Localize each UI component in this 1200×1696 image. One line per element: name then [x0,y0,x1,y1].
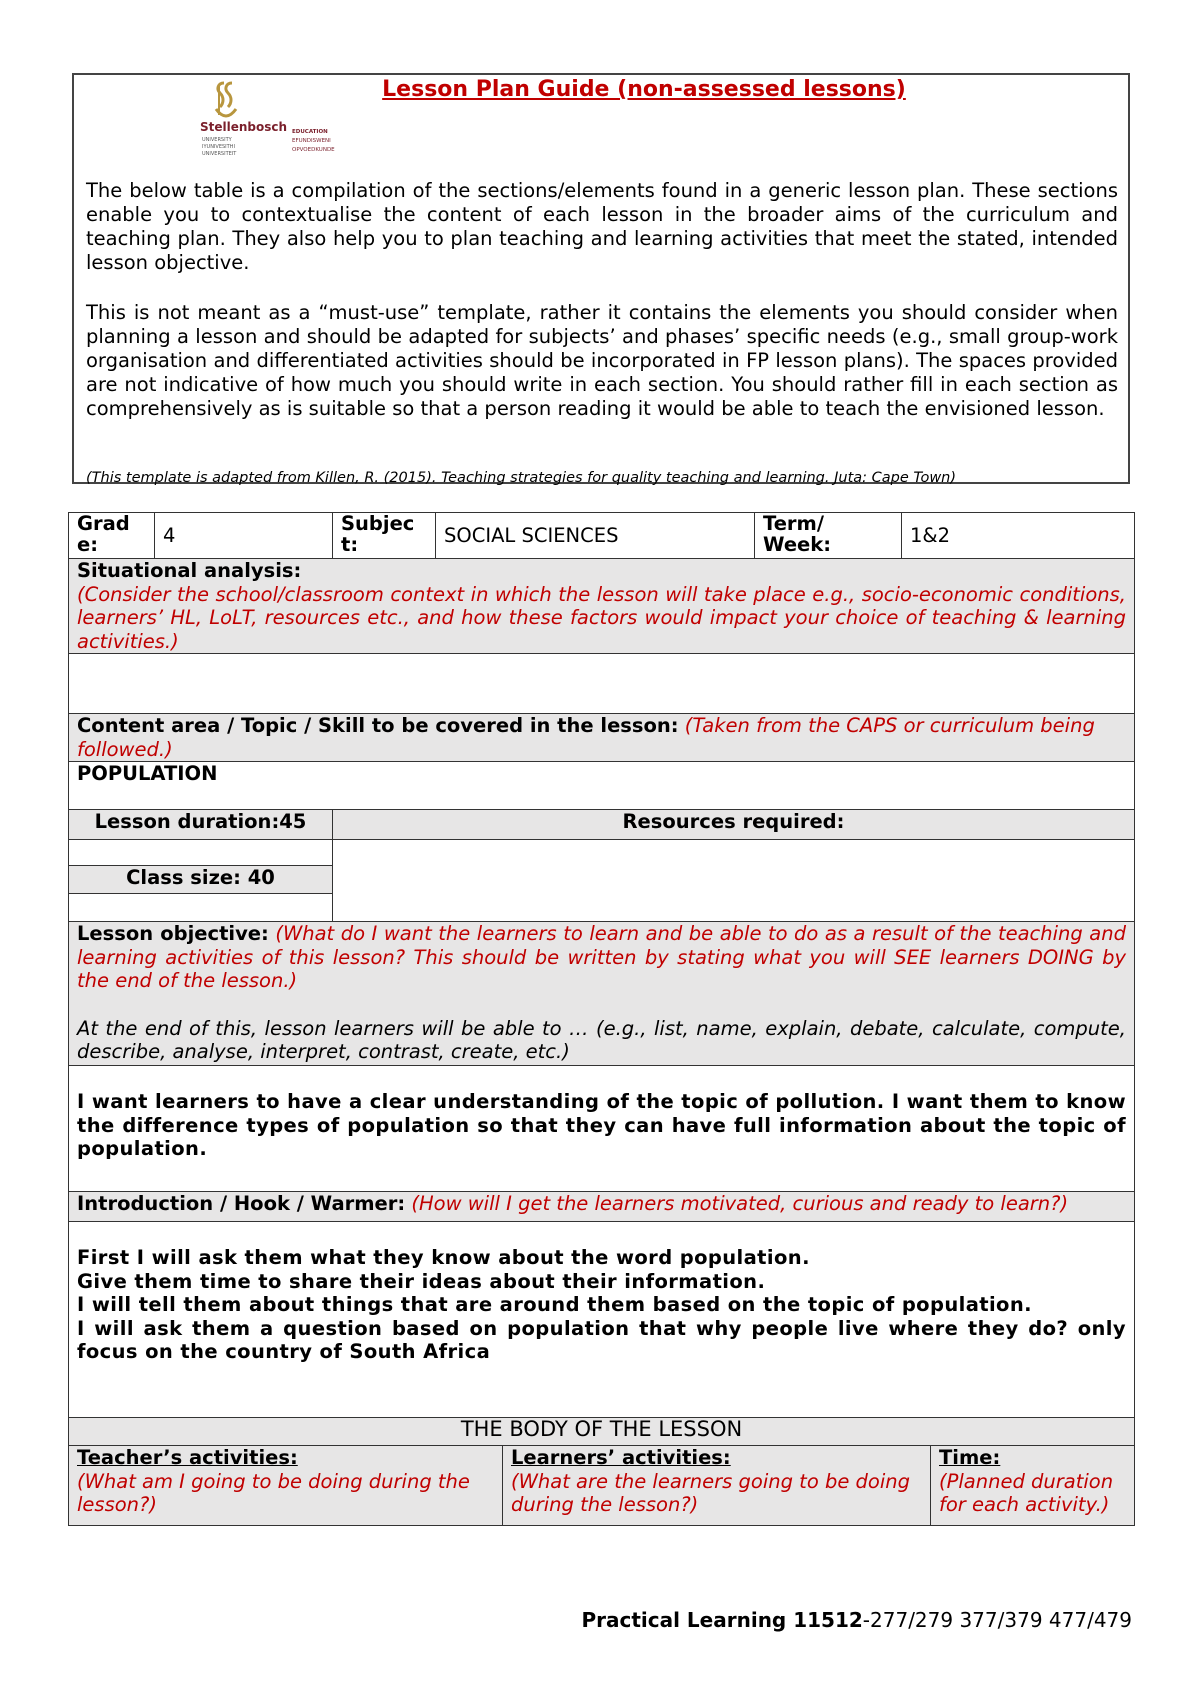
body-title-row [69,1418,1135,1446]
lesson-plan-table [68,512,1135,1446]
situational-value-row [69,654,1135,714]
content-header-row [69,714,1135,762]
objective-hint: (What do I want the learners to learn and be able to do as a result of the teaching and learning activities of this lesson? This should be written by stating what you will SEE learners DOING by the end of the lesson.) [77,922,1126,992]
intro-line: I will tell them about things that are around them based on the topic of population. [77,1293,1032,1316]
objective-value-row [69,1066,1135,1192]
resources-value[interactable] [333,840,1135,922]
intro-header-row [69,1192,1135,1222]
objective-value[interactable]: I want learners to have a clear understanding of the topic of pollution. I want them to know the difference types of population so that they can have full information about the topic of population. [69,1066,1135,1192]
intro-value[interactable] [69,1222,1135,1418]
svg-text:IYUNIVESITHI: IYUNIVESITHI [202,144,235,150]
time-hint: (Planned duration for each activity.) [939,1469,1114,1516]
duration-value[interactable] [69,840,333,866]
teacher-activities-label: Teacher’s activities: [77,1446,298,1469]
svg-text:Stellenbosch: Stellenbosch [200,120,288,134]
content-value[interactable]: POPULATION [69,762,1135,810]
intro-line: First I will ask them what they know about the word population. [77,1246,810,1269]
term-label: Term/ Week: [755,513,902,559]
header-box [72,73,1130,484]
learners-activities-label: Learners’ activities: [511,1446,731,1469]
teacher-activities-hint: (What am I going to be doing during the lesson?) [77,1469,470,1516]
objective-header-row [69,922,1135,1066]
situational-hint: (Consider the school/classroom context in which the lesson will take place e.g., socio-economic conditions, learners’ HL, LoLT, resources etc., and how these factors would impact your choice of teaching & learning activities.) [77,582,1126,653]
subject-label: Subject: [333,513,436,559]
svg-text:OPVOEDKUNDE: OPVOEDKUNDE [292,147,335,153]
objective-label: Lesson objective: [77,922,269,945]
situational-header-row [69,559,1135,654]
class-size-value[interactable] [69,894,333,922]
template-note-paragraph: This is not meant as a “must-use” template, rather it contains the elements you should consider when planning a lesson and should be adapted for subjects’ and phases’ specific needs (e.g., small group-work organisation and differentiated activities should be incorporated in FP lesson plans). The spaces provided are not indicative of how much you should write in each section. You should rather fill in each section as comprehensively as is suitable so that a person reading it would be able to teach the envisioned lesson. [86,301,1118,420]
content-hint: (Taken from the CAPS or curriculum being followed.) [77,714,1095,761]
duration-label: Lesson duration:45 [69,810,333,840]
grade-value[interactable]: 4 [155,513,333,559]
footer-codes: -277/279 377/379 477/479 [862,1608,1132,1632]
intro-paragraph: The below table is a compilation of the sections/elements found in a generic lesson plan. These sections enable you to contextualise the content of each lesson in the broader aims of the curriculum and teaching plan. They also help you to plan teaching and learning activities that meet the stated, intended lesson objective. [86,179,1118,274]
svg-text:UNIVERSITEIT: UNIVERSITEIT [202,151,237,157]
intro-hint: (How will I get the learners motivated, curious and ready to learn?) [411,1192,1069,1215]
class-size-label: Class size: 40 [69,866,333,894]
term-value[interactable]: 1&2 [902,513,1135,559]
svg-text:EFUNDISWENI: EFUNDISWENI [292,138,331,144]
svg-text:EDUCATION: EDUCATION [292,129,328,135]
intro-label: Introduction / Hook / Warmer: [77,1192,406,1215]
situational-value[interactable] [69,654,1135,714]
resources-label: Resources required: [333,810,1135,840]
content-value-row [69,762,1135,810]
activities-header-row [69,1446,1135,1526]
duration-value-row [69,840,1135,866]
learners-activities-hint: (What are the learners going to be doing during the lesson?) [511,1469,910,1516]
intro-value-row [69,1222,1135,1418]
duration-row [69,810,1135,840]
content-label: Content area / Topic / Skill to be covered in the lesson: [77,714,679,737]
template-source: (This template is adapted from Killen, R. (2015). Teaching strategies for quality teaching and learning. Juta: Cape Town) [86,470,957,486]
time-label: Time: [939,1446,1001,1469]
intro-line: Give them time to share their ideas about their information. [77,1269,766,1293]
stellenbosch-logo [134,79,335,169]
body-activities-table [68,1445,1135,1526]
subject-value[interactable]: SOCIAL SCIENCES [436,513,755,559]
situational-label: Situational analysis: [77,559,302,582]
body-title: THE BODY OF THE LESSON [69,1418,1135,1446]
intro-line: I will ask them a question based on population that why people live where they do? only focus on the country of South Africa [77,1316,1126,1363]
objective-hint-2: At the end of this, lesson learners will be able to … (e.g., list, name, explain, debate, calculate, compute, describe, analyse, interpret, contrast, create, etc.) [77,1016,1126,1063]
page-footer [581,1608,1132,1632]
grade-label: Grade: [69,513,155,559]
svg-text:UNIVERSITY: UNIVERSITY [202,137,232,143]
footer-course: Practical Learning 11512 [581,1608,863,1632]
info-row [69,513,1135,559]
page-title: Lesson Plan Guide (non-assessed lessons) [382,77,906,102]
